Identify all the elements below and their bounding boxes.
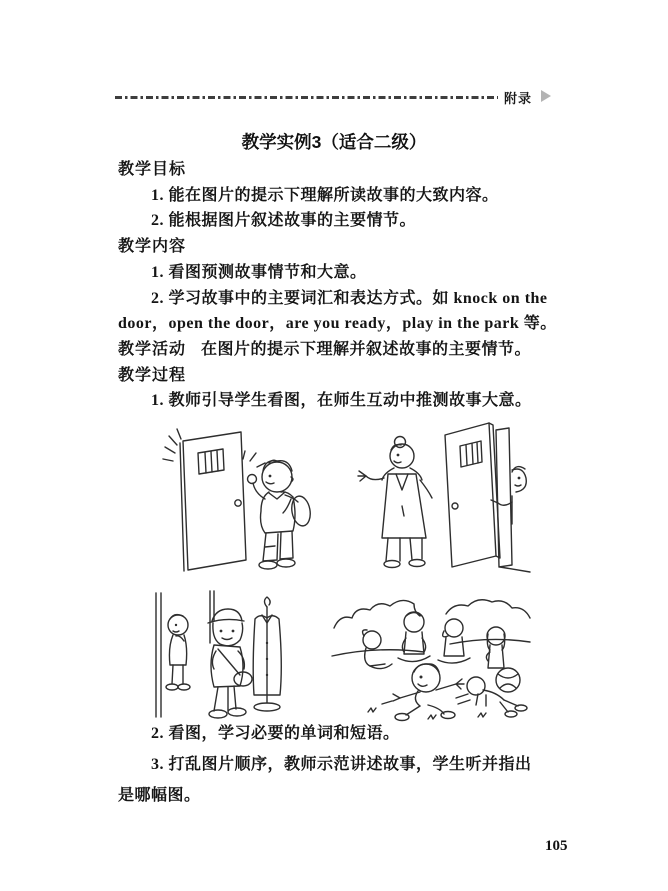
boy-knocking-door-drawing [153,419,323,579]
illustration-boy-knocking-on-door [153,419,323,579]
process-item-1: 1. 教师引导学生看图，在师生互动中推测故事大意。 [151,392,532,410]
illustration-boys-coat-stand [140,585,290,725]
header-arrow-icon [541,90,551,102]
objectives-item-1: 1. 能在图片的提示下理解所读故事的大致内容。 [151,186,499,204]
content-item-1: 1. 看图预测故事情节和大意。 [151,263,367,281]
activity-line [118,337,554,363]
header-appendix-label: 附录 [504,91,533,106]
woman-opening-door-drawing [344,418,534,580]
content-item-2-line-2: door，open the door，are you ready，play in the park 等。 [118,315,557,333]
content-item-2-line-1: 2. 学习故事中的主要词汇和表达方式。如 knock on the [151,289,548,307]
page-number: 105 [545,838,568,854]
boys-coat-stand-drawing [140,585,290,725]
page-title: 教学实例3（适合二级） [241,132,427,152]
bottom-text-block [118,718,554,811]
main-text-block [118,157,557,414]
process-item-3-line-1: 3. 打乱图片顺序，教师示范讲述故事，学生听并指出 [151,756,532,773]
children-in-park-drawing [328,584,540,724]
process-item-2: 2. 看图，学习必要的单词和短语。 [151,725,400,742]
header-dotted-rule [115,96,498,99]
heading-objectives: 教学目标 [118,161,187,178]
process-item-3-line-2: 是哪幅图。 [118,787,201,804]
illustration-children-in-park [328,584,540,724]
heading-content: 教学内容 [118,238,187,256]
heading-process: 教学过程 [118,366,187,384]
heading-activity: 教学活动 [118,340,187,358]
illustration-woman-opening-door [344,418,534,580]
objectives-item-2: 2. 能根据图片叙述故事的主要情节。 [151,212,417,230]
activity-text: 在图片的提示下理解并叙述故事的主要情节。 [201,340,532,358]
